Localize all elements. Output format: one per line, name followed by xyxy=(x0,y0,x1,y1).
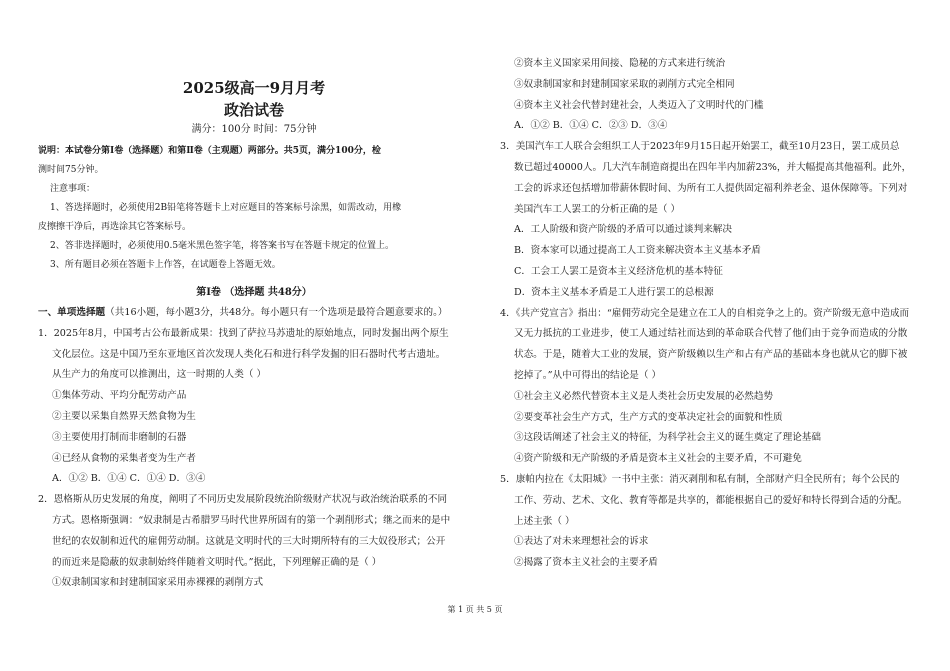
question-text: 1．2025年8月，中国考古公布最新成果：找到了萨拉马苏遗址的原始地点，同时发掘出两个原生 xyxy=(38,327,449,339)
option: D．资本主义基本矛盾是工人进行罢工的总根源 xyxy=(514,286,714,298)
question-text: 又无力抵抗的工业进步，使工人通过结社而达到的革命联合代替了他们由于竞争而造成的分散 xyxy=(514,328,908,340)
question-1 xyxy=(38,324,470,490)
question-3 xyxy=(500,137,920,303)
option: ①奴隶制国家和封建制国家采用赤裸裸的剥削方式 xyxy=(52,577,264,589)
option: ④资产阶级和无产阶级的矛盾是资本主义社会的主要矛盾，不可避免 xyxy=(514,453,802,465)
option: ①社会主义必然代替资本主义是人类社会历史发展的必然趋势 xyxy=(514,390,774,402)
section-description: （共16小题，每小题3分，共48分。每小题只有一个选项是最符合题意要求的。） xyxy=(105,307,448,318)
page-footer: 第 1 页 共 5 页 xyxy=(447,605,503,614)
question-text: 的而近来是隐蔽的奴隶制始终伴随着文明时代。”据此，下列理解正确的是（ ） xyxy=(52,556,382,568)
question-2 xyxy=(38,490,470,594)
instruction-text: 说明：本试卷分第Ⅰ卷（选择题）和第Ⅱ卷（主观题）两部分。共5页，满分100分，检 xyxy=(38,146,381,156)
option: ②揭露了资本主义社会的主要矛盾 xyxy=(514,557,658,569)
option: A．工人阶级和资产阶级的矛盾可以通过谈判来解决 xyxy=(514,224,732,236)
question-text: 5．康帕内拉在《太阳城》一书中主张：消灭剥削和私有制，全部财产归全民所有；每个公民的 xyxy=(500,473,900,485)
instruction-line xyxy=(38,142,470,161)
question-5 xyxy=(500,470,920,574)
question-text: 状态。于是，随着大工业的发展，资产阶级赖以生产和占有产品的基础本身也就从它的脚下被 xyxy=(514,349,908,361)
option: ②要变革社会生产方式，生产方式的变革决定社会的面貌和性质 xyxy=(514,411,783,423)
option: ②主要以采集自然界天然食物为生 xyxy=(52,410,196,422)
question-text: 3．美国汽车工人联合会组织工人于2023年9月15日起开始罢工，截至10月23日，罢工成员总 xyxy=(500,141,900,153)
note-item: 3、所有题目必须在答题卡上作答，在试题卷上答题无效。 xyxy=(50,260,281,270)
exam-subject: 政治试卷 xyxy=(223,101,284,119)
question-text: 4．《共产党宣言》指出：“雇佣劳动完全是建立在工人的自相竞争之上的。资产阶级无意中造成而 xyxy=(500,307,910,319)
exam-title: 2025级高一9月月考 xyxy=(182,79,326,97)
question-text: 工会的诉求还包括增加带薪休假时间、为所有工人提供固定福利养老金、退休保障等。下列对 xyxy=(514,182,908,194)
question-text: 2．恩格斯从历史发展的角度，阐明了不同历史发展阶段统治阶级财产状况与政治统治联系的不同 xyxy=(38,494,448,506)
section-label: 一、单项选择题 xyxy=(38,307,106,318)
section-heading xyxy=(38,303,470,324)
question-2-continued xyxy=(500,54,920,137)
option: B．资本家可以通过提高工人工资来解决资本主义基本矛盾 xyxy=(514,245,761,257)
option: ③主要使用打制而非磨制的石器 xyxy=(52,431,187,443)
question-text: 文化层位。这是中国乃至东亚地区首次发现人类化石和进行科学发掘的旧石器时代考古遗址。 xyxy=(52,348,446,360)
question-4 xyxy=(500,304,920,470)
option: ②资本主义国家采用间接、隐秘的方式来进行统治 xyxy=(514,58,726,69)
question-text: 从生产力的角度可以推测出，这一时期的人类（ ） xyxy=(52,369,267,381)
question-text: 方式。恩格斯强调：“奴隶制是古希腊罗马时代世界所固有的第一个剥削形式；继之而来的是中 xyxy=(52,514,451,526)
question-text: 上述主张（ ） xyxy=(514,515,575,527)
option: ④已经从食物的采集者变为生产者 xyxy=(52,452,196,464)
left-column xyxy=(38,0,470,594)
note-item: 皮擦擦干净后，再选涂其它答案标号。 xyxy=(38,222,192,232)
question-text: 世纪的农奴制和近代的雇佣劳动制。这就是文明时代的三大时期所特有的三大奴役形式；公开 xyxy=(52,535,446,547)
note-item: 1、答选择题时，必须使用2B铅笔将答题卡上对应题目的答案标号涂黑，如需改动，用橡 xyxy=(50,203,402,213)
question-text: 工作、劳动、艺术、文化、教育等都是共享的，都能根据自己的爱好和特长得到合适的分配。 xyxy=(514,494,908,506)
question-text: 美国汽车工人罢工的分析正确的是（ ） xyxy=(514,203,681,215)
part-title: 第Ⅰ卷 （选择题 共48分） xyxy=(196,287,312,298)
answer-choices: A．①② B．①④ C．①④ D．③④ xyxy=(52,473,206,485)
instruction-line: 测时间75分钟。 xyxy=(38,165,104,175)
answer-choices: A．①② B．①④ C．②③ D．③④ xyxy=(514,120,668,132)
option: C．工会工人罢工是资本主义经济危机的基本特征 xyxy=(514,265,723,277)
question-text: 挖掉了。”从中可得出的结论是（ ） xyxy=(514,369,662,381)
note-item: 2、答非选择题时，必须使用0.5毫米黑色签字笔，将答案书写在答题卡规定的位置上。 xyxy=(50,241,395,251)
question-text: 数已超过40000人。几大汽车制造商提出在四年半内加薪23%，并大幅提高其他福利。此外， xyxy=(514,161,912,173)
option: ①集体劳动、平均分配劳动产品 xyxy=(52,390,187,402)
exam-meta: 满分：100分 时间：75分钟 xyxy=(191,124,317,135)
option: ③奴隶制国家和封建制国家采取的剥削方式完全相同 xyxy=(514,78,735,90)
option: ④资本主义社会代替封建社会，人类迈入了文明时代的门槛 xyxy=(514,99,764,111)
option: ①表达了对未来理想社会的诉求 xyxy=(514,536,649,548)
notes-title: 注意事项： xyxy=(50,184,96,194)
option: ③这段话阐述了社会主义的特征，为科学社会主义的诞生奠定了理论基础 xyxy=(514,432,821,444)
right-column xyxy=(500,0,920,574)
